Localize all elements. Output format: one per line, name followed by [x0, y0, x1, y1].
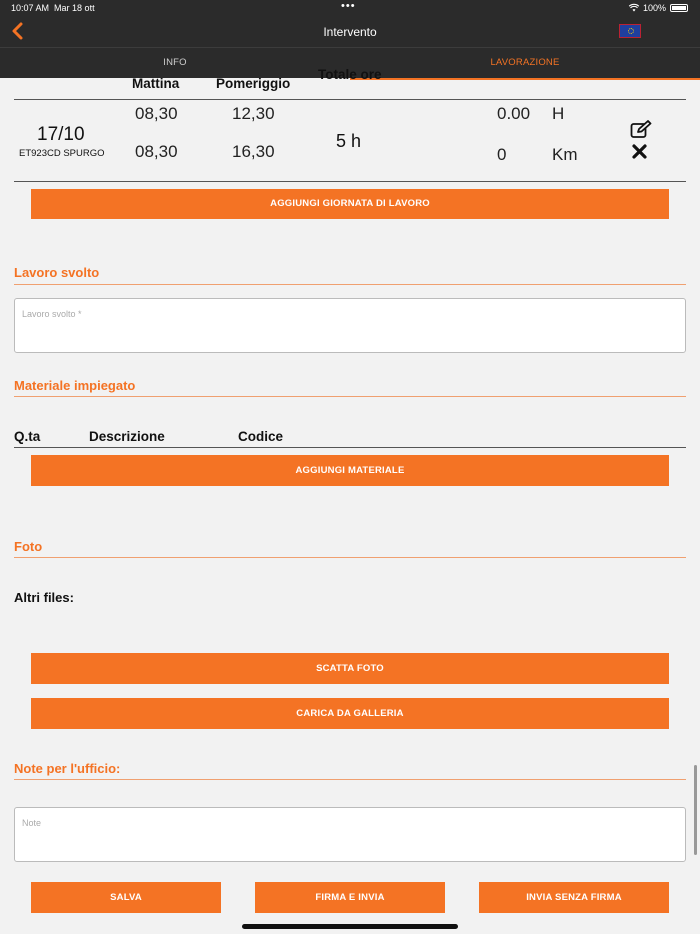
section-divider: [14, 779, 686, 780]
hours-unit: H: [552, 104, 565, 123]
km-value: 0: [497, 145, 507, 164]
section-material: Materiale impiegato: [14, 378, 136, 393]
divider: [14, 181, 686, 182]
hours-value: 0.00: [497, 104, 531, 123]
section-photo: Foto: [14, 539, 43, 554]
home-indicator[interactable]: [242, 924, 458, 929]
add-workday-button[interactable]: AGGIUNGI GIORNATA DI LAVORO: [31, 189, 669, 219]
other-files-label: Altri files:: [14, 590, 74, 605]
edit-icon[interactable]: [630, 120, 652, 139]
workday-date: 17/10: [37, 124, 85, 145]
morning-end: 08,30: [135, 142, 178, 161]
status-time: 10:07 AM Mar 18 ott: [11, 3, 95, 13]
multitask-dots-icon: •••: [341, 0, 356, 12]
page-title: Intervento: [323, 25, 377, 39]
section-notes: Note per l'ufficio:: [14, 761, 121, 776]
notes-field[interactable]: [14, 807, 686, 862]
afternoon-start: 12,30: [232, 104, 275, 123]
section-divider: [14, 396, 686, 397]
header-afternoon: Pomeriggio: [216, 76, 291, 91]
work-done-field[interactable]: [14, 298, 686, 353]
section-divider: [14, 557, 686, 558]
sign-send-button[interactable]: FIRMA E INVIA: [255, 882, 445, 913]
header-morning: Mattina: [132, 76, 180, 91]
workday-plate: ET923CD SPURGO: [19, 148, 105, 159]
work-done-placeholder: Lavoro svolto *: [22, 309, 82, 319]
battery-icon: [670, 4, 688, 12]
tab-info[interactable]: INFO: [163, 57, 187, 68]
afternoon-end: 16,30: [232, 142, 275, 161]
wifi-icon: [629, 4, 639, 12]
save-button[interactable]: SALVA: [31, 882, 221, 913]
divider: [14, 99, 686, 100]
eu-flag-icon[interactable]: [619, 24, 641, 38]
gallery-button[interactable]: CARICA DA GALLERIA: [31, 698, 669, 729]
divider: [14, 447, 686, 448]
send-without-sign-button[interactable]: INVIA SENZA FIRMA: [479, 882, 669, 913]
nav-bar: [0, 16, 700, 47]
take-photo-button[interactable]: SCATTA FOTO: [31, 653, 669, 684]
morning-start: 08,30: [135, 104, 178, 123]
add-material-button[interactable]: AGGIUNGI MATERIALE: [31, 455, 669, 486]
status-bar: [0, 0, 700, 16]
header-total: Totale ore: [318, 67, 382, 82]
tab-lavorazione[interactable]: LAVORAZIONE: [490, 57, 560, 68]
material-col-description: Descrizione: [89, 429, 165, 444]
scroll-content[interactable]: [0, 67, 700, 934]
section-divider: [14, 284, 686, 285]
scrollbar[interactable]: [694, 765, 697, 855]
section-work-done: Lavoro svolto: [14, 265, 100, 280]
battery-percent: 100%: [642, 3, 666, 13]
km-unit: Km: [552, 145, 578, 164]
delete-icon[interactable]: [632, 144, 647, 159]
material-col-qty: Q.ta: [14, 429, 41, 444]
notes-placeholder: Note: [22, 818, 42, 828]
material-col-code: Codice: [238, 429, 284, 444]
total-hours: 5 h: [336, 131, 362, 151]
status-right: [629, 3, 688, 13]
